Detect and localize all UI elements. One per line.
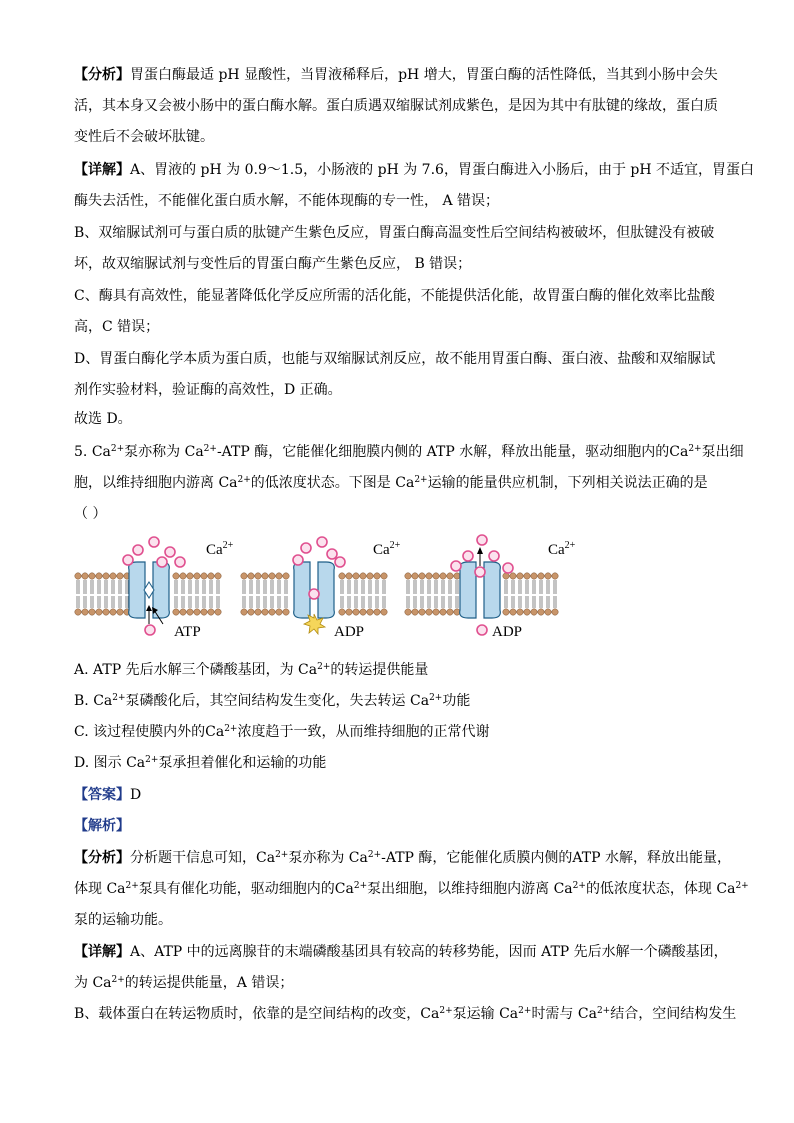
ca-ion xyxy=(123,555,133,565)
ca-ion xyxy=(293,555,303,565)
lipid-head xyxy=(110,573,116,579)
lipid-head xyxy=(283,573,289,579)
lipid-head xyxy=(545,609,551,615)
ca-ion xyxy=(477,535,487,545)
lipid-head xyxy=(103,573,109,579)
ca-ion xyxy=(317,537,327,547)
ion-label-1: $Ca^{2+}$ xyxy=(206,540,234,558)
lipid-head xyxy=(255,573,261,579)
lipid-head xyxy=(82,609,88,615)
option-b: B. $Ca^{2+}$泵磷酸化后，其空间结构发生变化，失去转运 $Ca^{2+}$功能 xyxy=(74,693,471,709)
lipid-head xyxy=(110,609,116,615)
lipid-head xyxy=(381,573,387,579)
lipid-head xyxy=(517,609,523,615)
lipid-head xyxy=(374,609,380,615)
answer-line: 【答案】D xyxy=(74,787,142,803)
lipid-head xyxy=(269,573,275,579)
detail-line-5: C、酶具有高效性，能显著降低化学反应所需的活化能，不能提供活化能，故胃蛋白酶的催化效率比盐酸 xyxy=(74,288,715,304)
lipid-head xyxy=(440,573,446,579)
ca-ion xyxy=(165,547,175,557)
lipid-head xyxy=(360,573,366,579)
lipid-head xyxy=(531,609,537,615)
analysis-line-2: 活，其本身又会被小肠中的蛋白酶水解。蛋白质遇双缩脲试剂成紫色，是因为其中有肽键的缘故，蛋白质 xyxy=(74,98,718,114)
arrowhead xyxy=(146,605,152,611)
ca-ion xyxy=(503,563,513,573)
lipid-head xyxy=(510,609,516,615)
lipid-head xyxy=(552,609,558,615)
ion-label-2: $Ca^{2+}$ xyxy=(373,540,401,558)
ca-ion xyxy=(477,625,487,635)
lipid-head xyxy=(117,609,123,615)
detail-line-6: 高，C 错误； xyxy=(74,319,160,335)
lipid-head xyxy=(353,609,359,615)
lipid-head xyxy=(440,609,446,615)
analysis2-line-3: 泵的运输功能。 xyxy=(74,912,172,928)
ca-ion xyxy=(451,561,461,571)
lipid-head xyxy=(201,609,207,615)
lipid-head xyxy=(96,609,102,615)
lipid-head xyxy=(269,609,275,615)
ca-ion xyxy=(175,557,185,567)
lipid-head xyxy=(208,609,214,615)
pump-left-half xyxy=(460,562,476,618)
arrowhead xyxy=(477,547,483,554)
analysis2-line-2: 体现 $Ca^{2+}$泵具有催化功能，驱动细胞内的$Ca^{2+}$泵出细胞，以维持细胞内游离 $Ca^{2+}$的低浓度状态，体现 $Ca^{2+}$ xyxy=(74,881,749,897)
lipid-head xyxy=(255,609,261,615)
lipid-head xyxy=(96,573,102,579)
lipid-head xyxy=(426,573,432,579)
panel-2 xyxy=(241,537,387,634)
lipid-head xyxy=(353,573,359,579)
detail-line-1: 【详解】A、胃液的 pH 为 0.9～1.5，小肠液的 pH 为 7.6，胃蛋白酶进入小肠后，由于 pH 不适宜，胃蛋白 xyxy=(74,162,755,178)
lipid-head xyxy=(419,609,425,615)
lipid-head xyxy=(248,573,254,579)
lipid-head xyxy=(117,573,123,579)
lipid-head xyxy=(276,609,282,615)
lipid-head xyxy=(89,573,95,579)
detail2-line-2: 为 $Ca^{2+}$的转运提供能量，A 错误； xyxy=(74,975,294,991)
lipid-head xyxy=(339,573,345,579)
lipid-head xyxy=(517,573,523,579)
ca-ion xyxy=(463,551,473,561)
lipid-head xyxy=(538,609,544,615)
ca-pump-figure xyxy=(70,532,590,644)
lipid-head xyxy=(180,609,186,615)
panel-1 xyxy=(75,537,221,635)
lipid-head xyxy=(374,573,380,579)
lipid-head xyxy=(173,609,179,615)
ca-ion xyxy=(489,551,499,561)
analysis2-line-1: 【分析】分析题干信息可知，$Ca^{2+}$泵亦称为 $Ca^{2+}$-ATP 酶，它能催化质膜内侧的ATP 水解，释放出能量， xyxy=(74,850,731,866)
lipid-head xyxy=(412,573,418,579)
lipid-head xyxy=(241,609,247,615)
lipid-head xyxy=(187,609,193,615)
lipid-head xyxy=(194,609,200,615)
lipid-head xyxy=(248,609,254,615)
lipid-head xyxy=(447,573,453,579)
detail-line-9: 故选 D。 xyxy=(74,411,132,427)
detail-line-7: D、胃蛋白酶化学本质为蛋白质，也能与双缩脲试剂反应，故不能用胃蛋白酶、蛋白液、盐酸和双缩脲试 xyxy=(74,351,716,367)
pump-right-half xyxy=(484,562,500,618)
lipid-head xyxy=(381,609,387,615)
lipid-head xyxy=(524,573,530,579)
analysis-line-1: 【分析】胃蛋白酶最适 pH 显酸性，当胃液稀释后，pH 增大，胃蛋白酶的活性降低，当其到小肠中会失 xyxy=(74,67,718,83)
lipid-head xyxy=(208,573,214,579)
parse-line: 【解析】 xyxy=(74,818,130,834)
panel-3 xyxy=(405,535,558,635)
lipid-head xyxy=(262,609,268,615)
lipid-head xyxy=(201,573,207,579)
lipid-head xyxy=(241,573,247,579)
lipid-head xyxy=(187,573,193,579)
atp-label: ATP xyxy=(174,624,201,640)
lipid-head xyxy=(82,573,88,579)
analysis-line-3: 变性后不会破坏肽键。 xyxy=(74,129,214,145)
question-paren: （ ） xyxy=(74,506,107,522)
question-line-1: 5. $Ca^{2+}$泵亦称为 $Ca^{2+}$-ATP 酶，它能催化细胞膜内侧的 ATP 水解，释放出能量，驱动细胞内的$Ca^{2+}$泵出细 xyxy=(74,444,744,460)
lipid-head xyxy=(524,609,530,615)
lipid-head xyxy=(75,573,81,579)
ca-ion xyxy=(309,589,319,599)
detail-line-8: 剂作实验材料，验证酶的高效性，D 正确。 xyxy=(74,382,342,398)
option-c: C. 该过程使膜内外的$Ca^{2+}$浓度趋于一致，从而维持细胞的正常代谢 xyxy=(74,724,490,740)
lipid-head xyxy=(283,609,289,615)
lipid-head xyxy=(405,609,411,615)
lipid-head xyxy=(426,609,432,615)
ca-ion xyxy=(149,537,159,547)
adp-label-2: ADP xyxy=(492,624,523,640)
adp-label-1: ADP xyxy=(334,624,365,640)
option-d: D. 图示 $Ca^{2+}$泵承担着催化和运输的功能 xyxy=(74,755,327,771)
lipid-head xyxy=(454,573,460,579)
lipid-head xyxy=(510,573,516,579)
ca-ion xyxy=(335,557,345,567)
lipid-head xyxy=(339,609,345,615)
lipid-head xyxy=(367,609,373,615)
lipid-head xyxy=(103,609,109,615)
option-a: A. ATP 先后水解三个磷酸基团，为 $Ca^{2+}$的转运提供能量 xyxy=(74,662,429,678)
lipid-head xyxy=(215,573,221,579)
lipid-head xyxy=(75,609,81,615)
lipid-head xyxy=(89,609,95,615)
lipid-head xyxy=(433,609,439,615)
detail-line-3: B、双缩脲试剂可与蛋白质的肽键产生紫色反应，胃蛋白酶高温变性后空间结构被破坏，但肽键没有被破 xyxy=(74,225,715,241)
ion-label-3: $Ca^{2+}$ xyxy=(548,540,576,558)
ca-ion xyxy=(301,543,311,553)
lipid-head xyxy=(173,573,179,579)
lipid-head xyxy=(447,609,453,615)
ca-ion xyxy=(475,567,485,577)
lipid-head xyxy=(419,573,425,579)
ca-ion xyxy=(133,545,143,555)
ca-ion xyxy=(145,625,155,635)
lipid-head xyxy=(552,573,558,579)
lipid-head xyxy=(262,573,268,579)
lipid-head xyxy=(180,573,186,579)
lipid-head xyxy=(215,609,221,615)
lipid-head xyxy=(433,573,439,579)
lipid-head xyxy=(194,573,200,579)
pump-left-half xyxy=(294,562,310,618)
pump-left-half xyxy=(129,562,145,618)
detail-line-2: 酶失去活性，不能催化蛋白质水解，不能体现酶的专一性， A 错误； xyxy=(74,193,500,209)
detail2-line-3: B、载体蛋白在转运物质时，依靠的是空间结构的改变，$Ca^{2+}$泵运输 $Ca^{2+}$时需与 $Ca^{2+}$结合，空间结构发生 xyxy=(74,1006,737,1022)
lipid-head xyxy=(346,573,352,579)
detail2-line-1: 【详解】A、ATP 中的远离腺苷的末端磷酸基团具有较高的转移势能，因而 ATP 先后水解一个磷酸基团， xyxy=(74,944,728,960)
lipid-head xyxy=(346,609,352,615)
detail-line-4: 坏，故双缩脲试剂与变性后的胃蛋白酶产生紫色反应， B 错误； xyxy=(74,256,472,272)
lipid-head xyxy=(276,573,282,579)
lipid-head xyxy=(545,573,551,579)
lipid-head xyxy=(360,609,366,615)
pump-right-half xyxy=(318,562,334,618)
lipid-head xyxy=(405,573,411,579)
lipid-head xyxy=(503,609,509,615)
ca-ion xyxy=(327,549,337,559)
lipid-head xyxy=(367,573,373,579)
ca-ion xyxy=(157,557,167,567)
lipid-head xyxy=(531,573,537,579)
question-line-2: 胞，以维持细胞内游离 $Ca^{2+}$的低浓度状态。下图是 $Ca^{2+}$运输的能量供应机制，下列相关说法正确的是 xyxy=(74,475,708,491)
lipid-head xyxy=(538,573,544,579)
lipid-head xyxy=(412,609,418,615)
